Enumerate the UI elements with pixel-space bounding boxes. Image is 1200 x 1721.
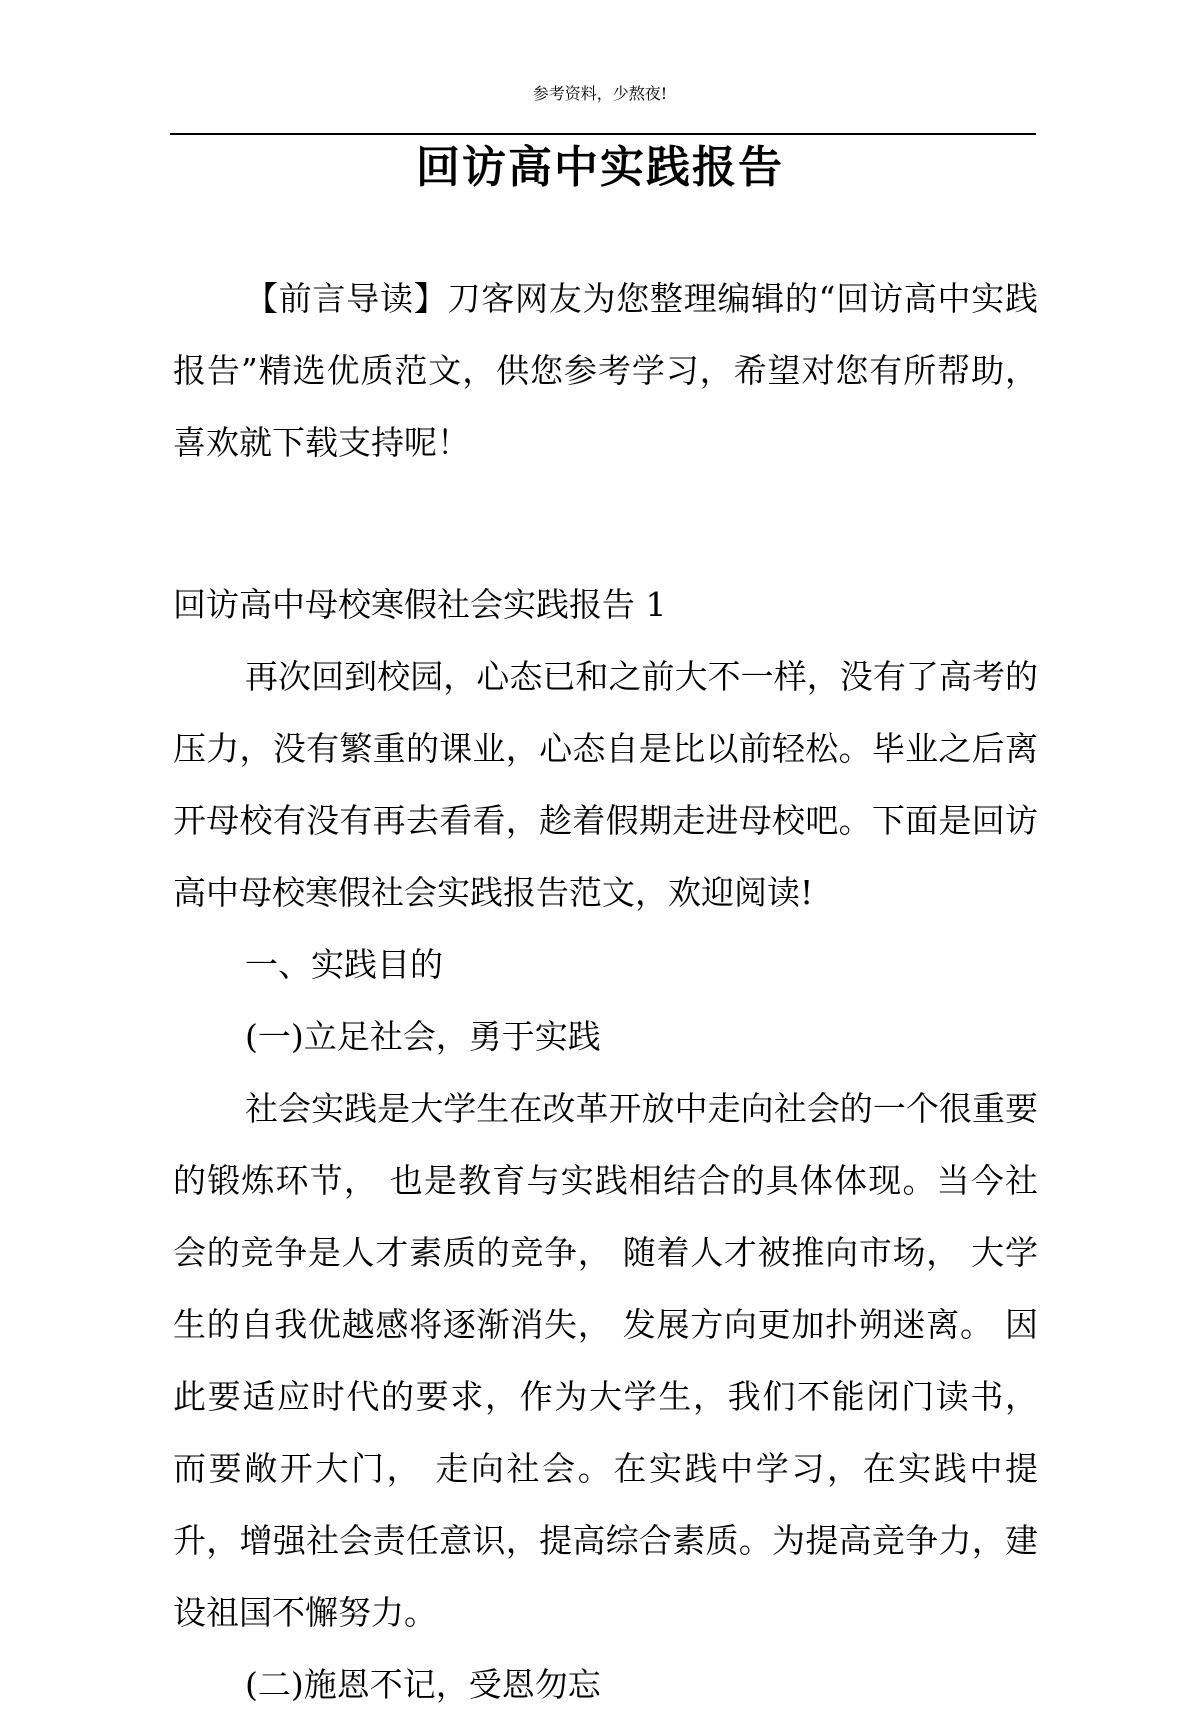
subheading-one: (一)立足社会，勇于实践: [245, 1017, 601, 1056]
section-spacer: [173, 479, 1038, 569]
subheading-two: (二)施恩不记，受恩勿忘: [245, 1665, 601, 1704]
section-title: 回访高中母校寒假社会实践报告 1: [173, 585, 667, 624]
body-paragraph: 社会实践是大学生在改革开放中走向社会的一个很重要的锻炼环节， 也是教育与实践相结合的具体体现。当今社会的竞争是人才素质的竞争， 随着人才被推向市场， 大学生的自我优越感将逐渐消失， 发展方向更加扑朔迷离。 因此要适应时代的要求，作为大学生，我们不能闭门读书， 而要敞开大门， 走向社会。在实践中学习，在实践中提升，增强社会责任意识，提高综合素质。为提高竞争力，建设祖国不懈努力。: [173, 1089, 1038, 1632]
heading-practice-purpose: 一、实践目的: [245, 945, 443, 984]
header-note: 参考资料，少熬夜!: [532, 84, 668, 103]
preface-paragraph: 【前言导读】刀客网友为您整理编辑的“回访高中实践报告”精选优质范文，供您参考学习，希望对您有所帮助，喜欢就下载支持呢！: [173, 279, 1038, 462]
document-body: [173, 263, 1038, 1721]
document-title: 回访高中实践报告: [416, 142, 784, 193]
intro-paragraph: 再次回到校园，心态已和之前大不一样，没有了高考的压力，没有繁重的课业，心态自是比以前轻松。毕业之后离开母校有没有再去看看，趁着假期走进母校吧。下面是回访高中母校寒假社会实践报告范文，欢迎阅读!: [173, 657, 1038, 912]
header-divider: [170, 133, 1036, 135]
